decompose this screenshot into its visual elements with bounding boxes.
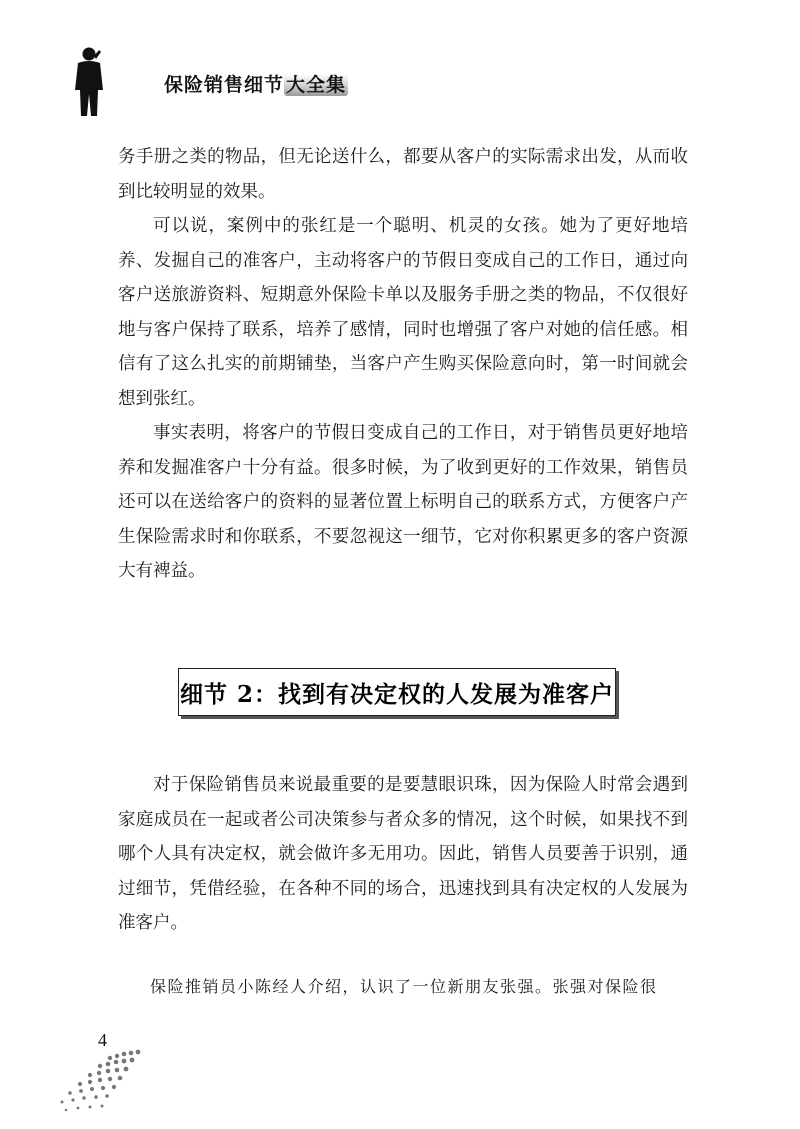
paragraph: 对于保险销售员来说最重要的是要慧眼识珠，因为保险人时常会遇到家庭成员在一起或者公司决策参与者众多的情况，这个时候，如果找不到哪个人具有决定权，就会做许多无用功。因此，销售人员要善于识别，通过细节，凭借经验，在各种不同的场合，迅速找到具有决定权的人发展为准客户。 [118,775,688,933]
page-header [60,40,760,120]
section-heading: 细节 2：找到有决定权的人发展为准客户 [179,680,614,708]
paragraph: 可以说，案例中的张红是一个聪明、机灵的女孩。她为了更好地培养、发掘自己的准客户，主动将客户的节假日变成自己的工作日，通过向客户送旅游资料、短期意外保险卡单以及服务手册之类的物品，不仅很好地与客户保持了联系，培养了感情，同时也增强了客户对她的信任感。相信有了这么扎实的前期铺垫，当客户产生购买保险意向时，第一时间就会想到张红。 [118,216,688,409]
case-text [118,970,688,1005]
paragraph: 事实表明，将客户的节假日变成自己的工作日，对于销售员更好地培养和发掘准客户十分有益。很多时候，为了收到更好的工作效果，销售员还可以在送给客户的资料的显著位置上标明自己的联系方式，方便客户产生保险需求时和你联系，不要忽视这一细节，它对你积累更多的客户资源大有裨益。 [118,423,688,581]
book-title-highlight: 大全集 [286,74,347,96]
book-title [164,70,348,97]
halftone-wave-decoration-icon [50,1040,160,1120]
page-number: 4 [98,1030,107,1050]
body-text-top [118,140,688,589]
body-text-middle [118,768,688,941]
paragraph: 务手册之类的物品，但无论送什么，都要从客户的实际需求出发，从而收到比较明显的效果。 [118,147,688,202]
section-heading-box [178,668,616,716]
businessman-silhouette-icon [72,46,106,118]
book-title-main: 保险销售细节 [164,74,285,96]
paragraph: 保险推销员小陈经人介绍，认识了一位新朋友张强。张强对保险很 [150,977,658,996]
